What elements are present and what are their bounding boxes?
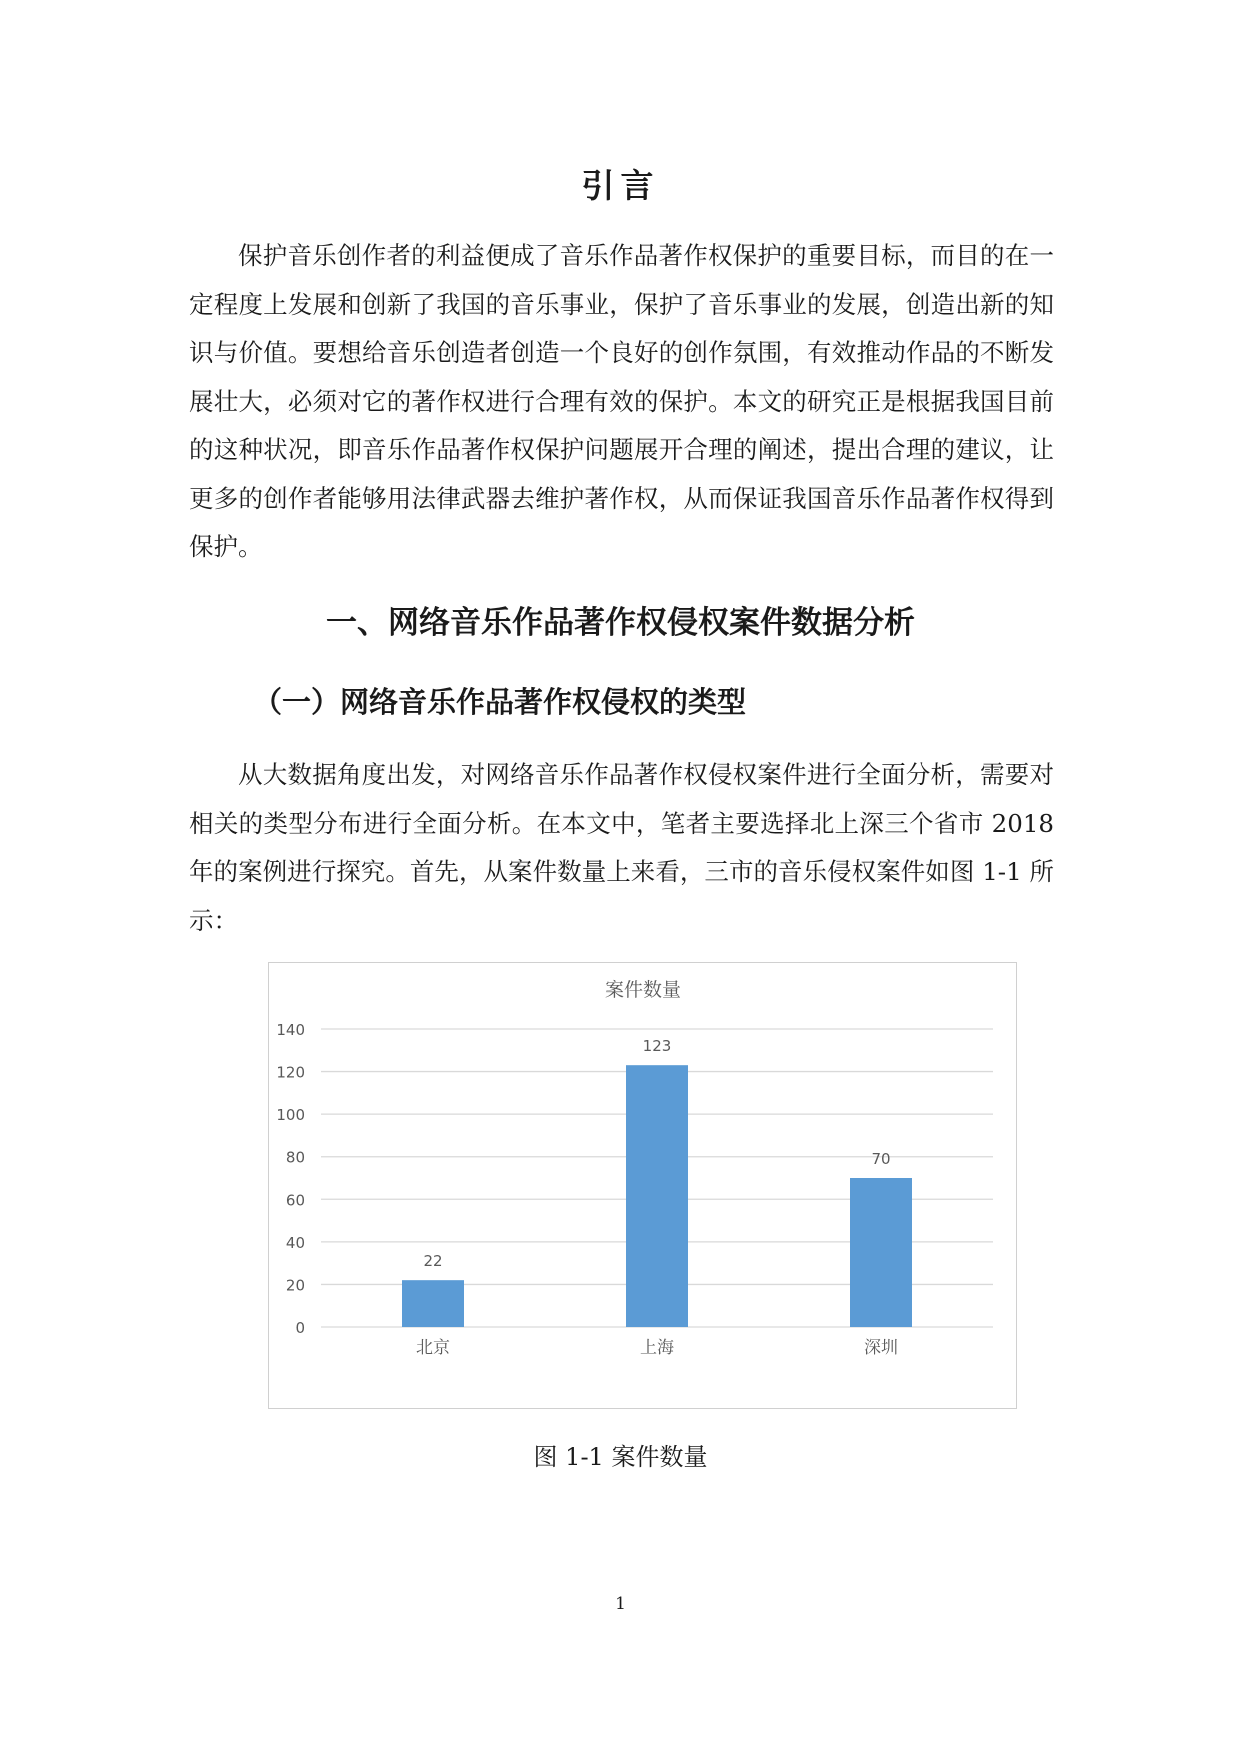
page-number: 1 [615,1594,626,1614]
y-tick-label: 140 [276,1021,305,1039]
x-tick-label: 上海 [640,1338,674,1358]
bar-1 [402,1280,464,1327]
y-tick-label: 20 [285,1276,305,1295]
bar-chart [269,963,1018,1410]
y-tick-label: 120 [276,1063,305,1082]
chart-bars [402,1065,912,1327]
chart-y-axis [276,1021,305,1337]
bar-chart-figure [268,962,1017,1409]
figure-caption: 图 1-1 案件数量 [533,1443,708,1471]
section-heading: 一、网络音乐作品著作权侵权案件数据分析 [326,605,915,641]
bar-2 [626,1065,688,1327]
chart-x-axis [416,1338,898,1358]
page-title: 引言 [581,166,660,205]
subsection-heading: （一）网络音乐作品著作权侵权的类型 [253,685,747,719]
bar-3 [850,1178,912,1327]
body-paragraph: 从大数据角度出发，对网络音乐作品著作权侵权案件进行全面分析，需要对相关的类型分布进行全面分析。在本文中，笔者主要选择北上深三个省市 2018 年的案例进行探究。首先，从案件数量上来看，三市的音乐侵权案件如图 1-1 所示： [189,760,1054,935]
y-tick-label: 60 [285,1191,305,1210]
x-tick-label: 深圳 [864,1338,898,1358]
data-label: 22 [423,1252,443,1271]
y-tick-label: 80 [285,1148,305,1167]
y-tick-label: 0 [295,1319,305,1337]
x-tick-label: 北京 [416,1338,450,1358]
data-label: 123 [642,1037,672,1056]
data-label: 70 [871,1150,891,1168]
chart-title: 案件数量 [604,979,682,1001]
intro-paragraph: 保护音乐创作者的利益便成了音乐作品著作权保护的重要目标，而目的在一定程度上发展和创新了我国的音乐事业，保护了音乐事业的发展，创造出新的知识与价值。要想给音乐创造者创造一个良好的创作氛围，有效推动作品的不断发展壮大，必须对它的著作权进行合理有效的保护。本文的研究正是根据我国目前的这种状况，即音乐作品著作权保护问题展开合理的阐述，提出合理的建议，让更多的创作者能够用法律武器去维护著作权，从而保证我国音乐作品著作权得到保护。 [189,241,1054,561]
y-tick-label: 40 [285,1233,305,1252]
y-tick-label: 100 [276,1106,305,1125]
